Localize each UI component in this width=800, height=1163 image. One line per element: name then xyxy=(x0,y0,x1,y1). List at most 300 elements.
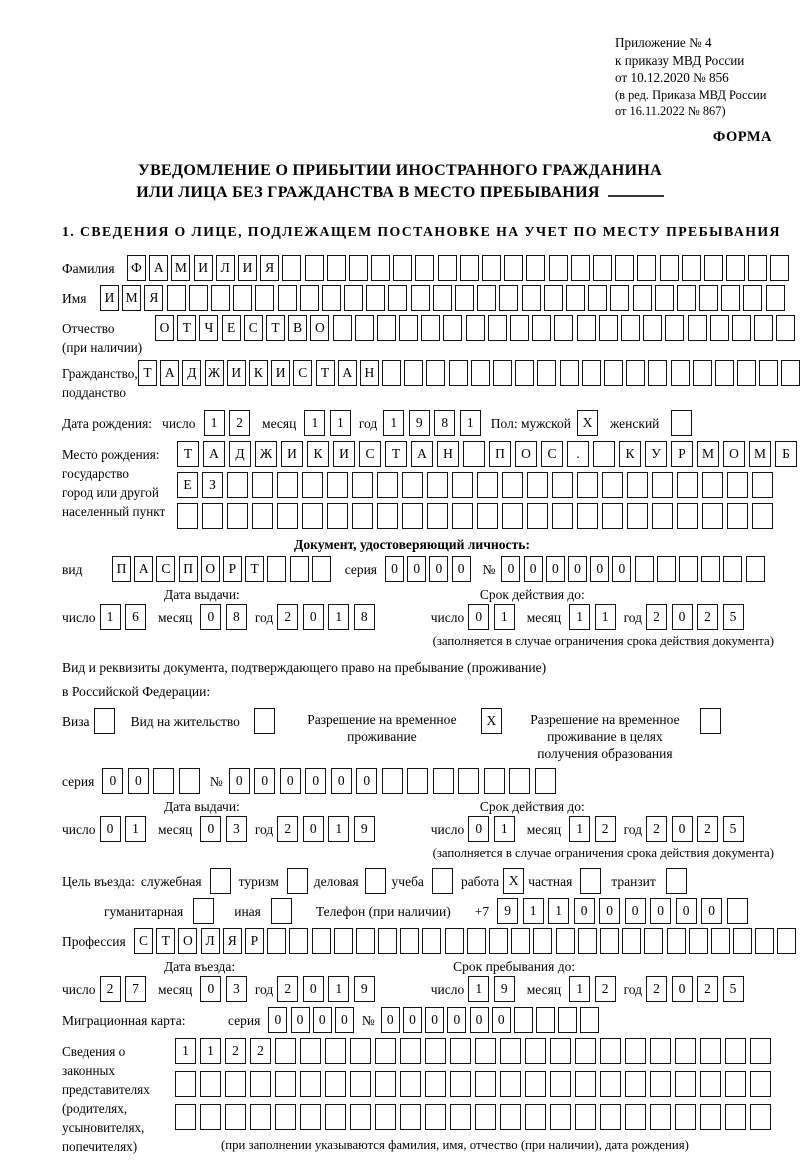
char-cell[interactable]: Я xyxy=(144,285,163,311)
char-cell[interactable] xyxy=(275,1104,296,1130)
char-cell[interactable]: 0 xyxy=(447,1007,466,1033)
char-cell[interactable] xyxy=(677,472,698,498)
char-cell[interactable]: Т xyxy=(316,360,335,386)
char-cell[interactable] xyxy=(325,1038,346,1064)
char-cell[interactable] xyxy=(466,315,485,341)
sex-female-checkbox[interactable] xyxy=(671,410,692,436)
char-cell[interactable] xyxy=(433,768,454,794)
char-cell[interactable]: 0 xyxy=(599,898,620,924)
char-cell[interactable] xyxy=(770,255,789,281)
char-cell[interactable] xyxy=(781,360,800,386)
char-cell[interactable] xyxy=(312,928,331,954)
doc-kind-cells[interactable] xyxy=(112,556,331,582)
char-cell[interactable]: 0 xyxy=(470,1007,489,1033)
char-cell[interactable] xyxy=(499,285,518,311)
char-cell[interactable] xyxy=(202,503,223,529)
char-cell[interactable] xyxy=(349,255,368,281)
char-cell[interactable] xyxy=(593,441,615,467)
permit-until-month-cells[interactable] xyxy=(569,816,616,842)
char-cell[interactable] xyxy=(460,255,479,281)
char-cell[interactable]: А xyxy=(149,255,168,281)
char-cell[interactable] xyxy=(422,928,441,954)
tourism-checkbox[interactable] xyxy=(287,868,308,894)
char-cell[interactable] xyxy=(327,503,348,529)
char-cell[interactable]: М xyxy=(697,441,719,467)
char-cell[interactable]: М xyxy=(122,285,141,311)
char-cell[interactable] xyxy=(275,1038,296,1064)
char-cell[interactable]: А xyxy=(338,360,357,386)
char-cell[interactable]: М xyxy=(749,441,771,467)
char-cell[interactable] xyxy=(525,1104,546,1130)
char-cell[interactable] xyxy=(282,255,301,281)
char-cell[interactable] xyxy=(425,1071,446,1097)
char-cell[interactable] xyxy=(752,503,773,529)
char-cell[interactable] xyxy=(211,285,230,311)
char-cell[interactable] xyxy=(549,255,568,281)
char-cell[interactable] xyxy=(375,1104,396,1130)
char-cell[interactable] xyxy=(388,285,407,311)
char-cell[interactable] xyxy=(643,315,662,341)
char-cell[interactable]: С xyxy=(156,556,175,582)
char-cell[interactable] xyxy=(475,1104,496,1130)
char-cell[interactable]: И xyxy=(333,441,355,467)
char-cell[interactable]: 0 xyxy=(672,604,693,630)
official-checkbox[interactable] xyxy=(210,868,231,894)
char-cell[interactable] xyxy=(550,1071,571,1097)
char-cell[interactable] xyxy=(277,472,298,498)
temp-residence-edu-checkbox[interactable] xyxy=(700,708,721,734)
char-cell[interactable] xyxy=(727,503,748,529)
char-cell[interactable]: Д xyxy=(229,441,251,467)
char-cell[interactable] xyxy=(500,1104,521,1130)
char-cell[interactable] xyxy=(699,285,718,311)
char-cell[interactable] xyxy=(250,1104,271,1130)
char-cell[interactable]: Т xyxy=(138,360,157,386)
char-cell[interactable] xyxy=(622,928,641,954)
char-cell[interactable] xyxy=(325,1104,346,1130)
char-cell[interactable] xyxy=(532,315,551,341)
char-cell[interactable]: 0 xyxy=(590,556,609,582)
char-cell[interactable]: Ж xyxy=(255,441,277,467)
char-cell[interactable] xyxy=(577,503,598,529)
char-cell[interactable] xyxy=(650,1038,671,1064)
char-cell[interactable]: 1 xyxy=(328,604,349,630)
char-cell[interactable] xyxy=(723,556,742,582)
char-cell[interactable] xyxy=(588,285,607,311)
char-cell[interactable]: Л xyxy=(216,255,235,281)
residence-permit-checkbox[interactable] xyxy=(254,708,275,734)
char-cell[interactable]: 0 xyxy=(229,768,250,794)
permit-issue-month-cells[interactable] xyxy=(200,816,247,842)
doc-series-cells[interactable] xyxy=(385,556,471,582)
char-cell[interactable] xyxy=(312,556,331,582)
char-cell[interactable]: 9 xyxy=(494,976,515,1002)
char-cell[interactable] xyxy=(599,315,618,341)
char-cell[interactable] xyxy=(252,503,273,529)
char-cell[interactable]: И xyxy=(227,360,246,386)
patronymic-cells[interactable] xyxy=(155,315,795,341)
char-cell[interactable] xyxy=(484,768,505,794)
char-cell[interactable]: К xyxy=(249,360,268,386)
permit-number-cells[interactable] xyxy=(229,768,556,794)
char-cell[interactable] xyxy=(400,1104,421,1130)
char-cell[interactable] xyxy=(425,1104,446,1130)
char-cell[interactable] xyxy=(415,255,434,281)
char-cell[interactable]: 0 xyxy=(313,1007,332,1033)
profession-cells[interactable] xyxy=(134,928,796,954)
char-cell[interactable]: 2 xyxy=(595,816,616,842)
visa-checkbox[interactable] xyxy=(94,708,115,734)
char-cell[interactable] xyxy=(733,928,752,954)
char-cell[interactable]: И xyxy=(238,255,257,281)
char-cell[interactable]: 0 xyxy=(701,898,722,924)
char-cell[interactable]: 0 xyxy=(524,556,543,582)
char-cell[interactable]: 0 xyxy=(625,898,646,924)
char-cell[interactable] xyxy=(488,315,507,341)
entry-month-cells[interactable] xyxy=(200,976,247,1002)
char-cell[interactable] xyxy=(671,360,690,386)
char-cell[interactable]: М xyxy=(171,255,190,281)
char-cell[interactable]: 3 xyxy=(226,976,247,1002)
char-cell[interactable]: 2 xyxy=(277,816,298,842)
permit-until-year-cells[interactable] xyxy=(646,816,744,842)
char-cell[interactable] xyxy=(300,1104,321,1130)
char-cell[interactable] xyxy=(200,1071,221,1097)
phone-cells[interactable] xyxy=(497,898,748,924)
char-cell[interactable] xyxy=(375,1038,396,1064)
char-cell[interactable]: И xyxy=(100,285,119,311)
legal-cells-row1[interactable] xyxy=(175,1038,771,1064)
char-cell[interactable] xyxy=(445,928,464,954)
char-cell[interactable] xyxy=(550,1104,571,1130)
char-cell[interactable] xyxy=(554,315,573,341)
char-cell[interactable]: Л xyxy=(201,928,220,954)
char-cell[interactable]: Т xyxy=(177,315,196,341)
char-cell[interactable]: 1 xyxy=(569,604,590,630)
char-cell[interactable] xyxy=(627,472,648,498)
char-cell[interactable] xyxy=(302,472,323,498)
char-cell[interactable] xyxy=(777,928,796,954)
char-cell[interactable]: П xyxy=(489,441,511,467)
char-cell[interactable] xyxy=(648,360,667,386)
char-cell[interactable] xyxy=(575,1104,596,1130)
char-cell[interactable] xyxy=(715,360,734,386)
char-cell[interactable] xyxy=(333,315,352,341)
char-cell[interactable]: 0 xyxy=(305,768,326,794)
char-cell[interactable] xyxy=(710,315,729,341)
legal-cells-row3[interactable] xyxy=(175,1104,771,1130)
char-cell[interactable] xyxy=(677,503,698,529)
char-cell[interactable]: 2 xyxy=(225,1038,246,1064)
char-cell[interactable]: 0 xyxy=(568,556,587,582)
char-cell[interactable]: 2 xyxy=(697,604,718,630)
char-cell[interactable] xyxy=(275,1071,296,1097)
char-cell[interactable]: 1 xyxy=(569,976,590,1002)
char-cell[interactable] xyxy=(305,255,324,281)
char-cell[interactable]: 2 xyxy=(277,604,298,630)
char-cell[interactable] xyxy=(427,503,448,529)
char-cell[interactable] xyxy=(600,928,619,954)
char-cell[interactable] xyxy=(556,928,575,954)
char-cell[interactable]: 1 xyxy=(330,410,351,436)
char-cell[interactable] xyxy=(175,1071,196,1097)
char-cell[interactable] xyxy=(700,1071,721,1097)
char-cell[interactable] xyxy=(425,1038,446,1064)
char-cell[interactable] xyxy=(644,928,663,954)
char-cell[interactable] xyxy=(625,1104,646,1130)
char-cell[interactable] xyxy=(750,1104,771,1130)
char-cell[interactable] xyxy=(701,556,720,582)
char-cell[interactable]: Н xyxy=(437,441,459,467)
char-cell[interactable]: 1 xyxy=(100,604,121,630)
char-cell[interactable] xyxy=(411,285,430,311)
char-cell[interactable] xyxy=(748,255,767,281)
char-cell[interactable] xyxy=(450,1071,471,1097)
char-cell[interactable] xyxy=(366,285,385,311)
char-cell[interactable] xyxy=(334,928,353,954)
char-cell[interactable] xyxy=(522,285,541,311)
char-cell[interactable] xyxy=(477,285,496,311)
char-cell[interactable]: 0 xyxy=(331,768,352,794)
char-cell[interactable] xyxy=(467,928,486,954)
char-cell[interactable] xyxy=(350,1104,371,1130)
char-cell[interactable]: 2 xyxy=(697,816,718,842)
char-cell[interactable]: С xyxy=(134,928,153,954)
char-cell[interactable] xyxy=(514,1007,533,1033)
char-cell[interactable] xyxy=(560,360,579,386)
char-cell[interactable] xyxy=(577,315,596,341)
char-cell[interactable]: 0 xyxy=(303,816,324,842)
char-cell[interactable] xyxy=(727,472,748,498)
char-cell[interactable]: 0 xyxy=(676,898,697,924)
char-cell[interactable]: Е xyxy=(222,315,241,341)
char-cell[interactable]: Р xyxy=(245,928,264,954)
surname-cells[interactable] xyxy=(127,255,789,281)
char-cell[interactable] xyxy=(227,503,248,529)
char-cell[interactable] xyxy=(633,285,652,311)
char-cell[interactable]: С xyxy=(541,441,563,467)
char-cell[interactable]: 2 xyxy=(595,976,616,1002)
char-cell[interactable] xyxy=(602,503,623,529)
char-cell[interactable] xyxy=(509,768,530,794)
work-checkbox[interactable]: X xyxy=(503,868,524,894)
char-cell[interactable]: 0 xyxy=(672,816,693,842)
char-cell[interactable] xyxy=(322,285,341,311)
char-cell[interactable]: 1 xyxy=(494,816,515,842)
char-cell[interactable] xyxy=(393,255,412,281)
char-cell[interactable]: 0 xyxy=(280,768,301,794)
char-cell[interactable]: Н xyxy=(360,360,379,386)
char-cell[interactable] xyxy=(650,1071,671,1097)
char-cell[interactable]: 9 xyxy=(354,816,375,842)
char-cell[interactable]: 0 xyxy=(501,556,520,582)
char-cell[interactable] xyxy=(500,1071,521,1097)
char-cell[interactable] xyxy=(657,556,676,582)
char-cell[interactable] xyxy=(725,1104,746,1130)
char-cell[interactable] xyxy=(352,472,373,498)
char-cell[interactable] xyxy=(477,472,498,498)
char-cell[interactable] xyxy=(443,315,462,341)
char-cell[interactable]: 1 xyxy=(204,410,225,436)
char-cell[interactable]: 1 xyxy=(468,976,489,1002)
char-cell[interactable] xyxy=(325,1071,346,1097)
char-cell[interactable]: И xyxy=(271,360,290,386)
char-cell[interactable] xyxy=(746,556,765,582)
char-cell[interactable] xyxy=(427,472,448,498)
char-cell[interactable] xyxy=(626,360,645,386)
char-cell[interactable]: 1 xyxy=(328,976,349,1002)
char-cell[interactable] xyxy=(252,472,273,498)
char-cell[interactable]: Ф xyxy=(127,255,146,281)
char-cell[interactable]: 1 xyxy=(569,816,590,842)
char-cell[interactable] xyxy=(536,1007,555,1033)
char-cell[interactable] xyxy=(552,503,573,529)
char-cell[interactable] xyxy=(660,255,679,281)
char-cell[interactable]: В xyxy=(288,315,307,341)
char-cell[interactable] xyxy=(452,503,473,529)
char-cell[interactable] xyxy=(463,441,485,467)
char-cell[interactable] xyxy=(350,1038,371,1064)
char-cell[interactable]: К xyxy=(307,441,329,467)
char-cell[interactable]: О xyxy=(155,315,174,341)
char-cell[interactable]: 0 xyxy=(425,1007,444,1033)
char-cell[interactable] xyxy=(677,285,696,311)
char-cell[interactable]: А xyxy=(411,441,433,467)
char-cell[interactable]: 0 xyxy=(200,976,221,1002)
char-cell[interactable] xyxy=(688,315,707,341)
char-cell[interactable] xyxy=(727,898,748,924)
migration-number-cells[interactable] xyxy=(381,1007,600,1033)
char-cell[interactable] xyxy=(776,315,795,341)
char-cell[interactable]: Т xyxy=(177,441,199,467)
char-cell[interactable] xyxy=(421,315,440,341)
char-cell[interactable]: 0 xyxy=(268,1007,287,1033)
char-cell[interactable]: 0 xyxy=(102,768,123,794)
char-cell[interactable] xyxy=(571,255,590,281)
char-cell[interactable]: 0 xyxy=(303,604,324,630)
char-cell[interactable]: 1 xyxy=(200,1038,221,1064)
char-cell[interactable]: . xyxy=(567,441,589,467)
char-cell[interactable]: 0 xyxy=(546,556,565,582)
char-cell[interactable]: Ж xyxy=(205,360,224,386)
char-cell[interactable] xyxy=(356,928,375,954)
char-cell[interactable] xyxy=(225,1071,246,1097)
char-cell[interactable]: С xyxy=(293,360,312,386)
char-cell[interactable] xyxy=(759,360,778,386)
char-cell[interactable] xyxy=(704,255,723,281)
char-cell[interactable] xyxy=(525,1038,546,1064)
birthplace-cells-row2[interactable] xyxy=(177,472,797,498)
char-cell[interactable]: 0 xyxy=(291,1007,310,1033)
char-cell[interactable] xyxy=(635,556,654,582)
char-cell[interactable] xyxy=(552,472,573,498)
char-cell[interactable]: 1 xyxy=(523,898,544,924)
char-cell[interactable]: 1 xyxy=(595,604,616,630)
char-cell[interactable] xyxy=(399,315,418,341)
char-cell[interactable]: 2 xyxy=(646,604,667,630)
char-cell[interactable] xyxy=(450,1104,471,1130)
char-cell[interactable]: 0 xyxy=(407,556,426,582)
char-cell[interactable] xyxy=(750,1038,771,1064)
char-cell[interactable]: К xyxy=(619,441,641,467)
char-cell[interactable] xyxy=(502,472,523,498)
char-cell[interactable] xyxy=(575,1038,596,1064)
char-cell[interactable] xyxy=(402,472,423,498)
char-cell[interactable] xyxy=(750,1071,771,1097)
char-cell[interactable]: О xyxy=(310,315,329,341)
char-cell[interactable] xyxy=(377,503,398,529)
char-cell[interactable]: Я xyxy=(223,928,242,954)
char-cell[interactable] xyxy=(504,255,523,281)
name-cells[interactable] xyxy=(100,285,785,311)
char-cell[interactable] xyxy=(189,285,208,311)
doc-issue-day-cells[interactable] xyxy=(100,604,147,630)
char-cell[interactable] xyxy=(675,1038,696,1064)
char-cell[interactable]: 0 xyxy=(429,556,448,582)
char-cell[interactable] xyxy=(600,1071,621,1097)
char-cell[interactable] xyxy=(355,315,374,341)
char-cell[interactable] xyxy=(377,315,396,341)
char-cell[interactable] xyxy=(400,928,419,954)
char-cell[interactable] xyxy=(537,360,556,386)
char-cell[interactable]: О xyxy=(201,556,220,582)
char-cell[interactable] xyxy=(402,503,423,529)
char-cell[interactable] xyxy=(375,1071,396,1097)
char-cell[interactable] xyxy=(267,556,286,582)
char-cell[interactable]: 0 xyxy=(403,1007,422,1033)
char-cell[interactable] xyxy=(682,255,701,281)
char-cell[interactable] xyxy=(433,285,452,311)
char-cell[interactable] xyxy=(652,472,673,498)
temp-residence-checkbox[interactable]: X xyxy=(481,708,502,734)
char-cell[interactable]: 1 xyxy=(175,1038,196,1064)
char-cell[interactable]: И xyxy=(281,441,303,467)
char-cell[interactable]: 0 xyxy=(303,976,324,1002)
char-cell[interactable] xyxy=(711,928,730,954)
stay-day-cells[interactable] xyxy=(468,976,515,1002)
char-cell[interactable] xyxy=(477,503,498,529)
char-cell[interactable] xyxy=(593,255,612,281)
char-cell[interactable]: 2 xyxy=(277,976,298,1002)
char-cell[interactable] xyxy=(667,928,686,954)
doc-issue-year-cells[interactable] xyxy=(277,604,375,630)
char-cell[interactable]: 0 xyxy=(650,898,671,924)
char-cell[interactable] xyxy=(526,255,545,281)
char-cell[interactable] xyxy=(377,472,398,498)
char-cell[interactable] xyxy=(382,360,401,386)
char-cell[interactable] xyxy=(754,315,773,341)
char-cell[interactable] xyxy=(558,1007,577,1033)
char-cell[interactable] xyxy=(404,360,423,386)
char-cell[interactable] xyxy=(350,1071,371,1097)
char-cell[interactable] xyxy=(627,503,648,529)
char-cell[interactable] xyxy=(582,360,601,386)
char-cell[interactable]: 6 xyxy=(125,604,146,630)
char-cell[interactable]: Т xyxy=(385,441,407,467)
char-cell[interactable]: 0 xyxy=(385,556,404,582)
char-cell[interactable] xyxy=(527,472,548,498)
char-cell[interactable]: А xyxy=(134,556,153,582)
char-cell[interactable] xyxy=(652,503,673,529)
char-cell[interactable]: 1 xyxy=(494,604,515,630)
char-cell[interactable]: 2 xyxy=(646,816,667,842)
entry-day-cells[interactable] xyxy=(100,976,147,1002)
birthplace-cells-row3[interactable] xyxy=(177,503,797,529)
char-cell[interactable] xyxy=(752,472,773,498)
char-cell[interactable] xyxy=(602,472,623,498)
char-cell[interactable] xyxy=(625,1038,646,1064)
char-cell[interactable]: 0 xyxy=(200,816,221,842)
